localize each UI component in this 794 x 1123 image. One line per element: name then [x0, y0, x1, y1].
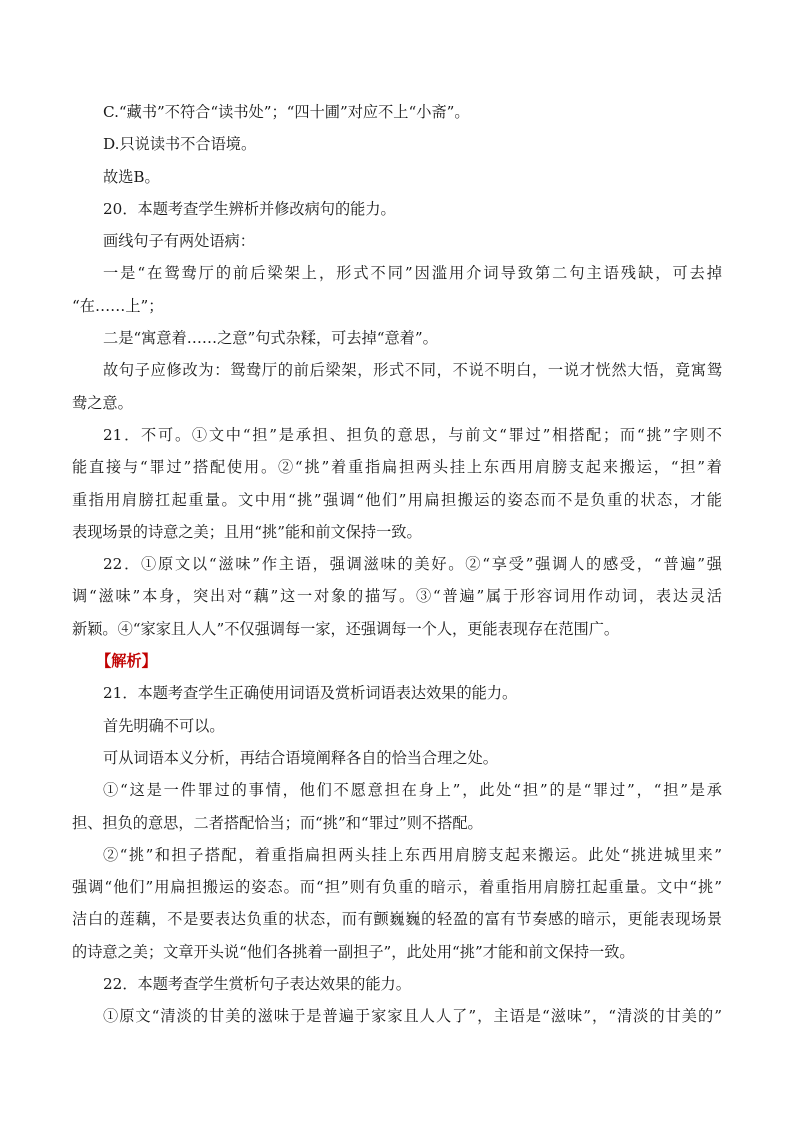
text-line: ①原文“清淡的甘美的滋味于是普遍于家家且人人了”，主语是“滋味”，“清淡的甘美的” — [103, 1007, 722, 1026]
answer-22: 22．①原文以“滋味”作主语，强调滋味的美好。②“享受”强调人的感受，“普遍”强 — [103, 555, 722, 574]
text-line: 一是“在鸳鸯厅的前后梁架上，形式不同”因滥用介词导致第二句主语残缺，可去掉 — [103, 264, 722, 283]
text-line: ②“挑”和担子搭配，着重指扁担两头挂上东西用肩膀支起来搬运。此处“挑进城里来” — [103, 845, 722, 864]
analysis-22-heading: 22．本题考查学生赏析句子表达效果的能力。 — [103, 975, 411, 994]
text-line: D.只说读书不合语境。 — [103, 135, 257, 154]
text-line: 可从词语本义分析，再结合语境阐释各自的恰当合理之处。 — [103, 748, 498, 767]
text-line: 新颖。④“家家且人人”不仅强调每一家，还强调每一个人，更能表现存在范围广。 — [72, 619, 620, 638]
text-line: 洁白的莲藕，不是要表达负重的状态，而有颤巍巍的轻盈的富有节奏感的暗示，更能表现场景 — [72, 910, 722, 929]
text-line: C.“藏书”不符合“读书处”；“四十圃”对应不上“小斋”。 — [103, 103, 470, 121]
question-20-heading: 20．本题考查学生辨析并修改病句的能力。 — [103, 199, 396, 218]
text-line: 调“滋味”本身，突出对“藕”这一对象的描写。③“普遍”属于形容词用作动词，表达灵活 — [72, 587, 722, 606]
text-line: 鸯之意。 — [72, 393, 133, 412]
answer-content — [72, 96, 722, 1033]
text-line: 故句子应修改为：鸳鸯厅的前后梁架，形式不同，不说不明白，一说才恍然大悟，竟寓鸳 — [103, 361, 722, 380]
text-line: “在……上”； — [72, 296, 164, 315]
text-line: 的诗意之美；文章开头说“他们各挑着一副担子”，此处用“挑”才能和前文保持一致。 — [72, 942, 635, 961]
text-line: 故选B。 — [103, 167, 160, 186]
header-rule — [72, 74, 722, 75]
text-line: 强调“他们”用扁担搬运的姿态。而“担”则有负重的暗示，着重指用肩膀扛起重量。文中“挑” — [72, 878, 722, 897]
text-line: 表现场景的诗意之美；且用“挑”能和前文保持一致。 — [72, 522, 422, 541]
text-line: 首先明确不可以。 — [103, 716, 225, 735]
text-line: ①“这是一件罪过的事情，他们不愿意担在身上”，此处“担”的是“罪过”，“担”是承 — [103, 781, 722, 800]
text-line: 重指用肩膀扛起重量。文中用“挑”强调“他们”用扁担搬运的姿态而不是负重的状态，才能 — [72, 490, 722, 509]
text-line: 二是“寓意着……之意”句式杂糅，可去掉“意着”。 — [103, 329, 438, 348]
analysis-21-heading: 21．本题考查学生正确使用词语及赏析词语表达效果的能力。 — [103, 684, 518, 703]
answer-21: 21．不可。①文中“担”是承担、担负的意思，与前文“罪过”相搭配；而“挑”字则不 — [103, 425, 722, 444]
text-line: 能直接与“罪过”搭配使用。②“挑”着重指扁担两头挂上东西用肩膀支起来搬运，“担”着 — [72, 458, 722, 477]
analysis-heading: 【解析】 — [96, 652, 157, 671]
text-line: 担、担负的意思，二者搭配恰当；而“挑”和“罪过”则不搭配。 — [72, 813, 483, 832]
text-line: 画线句子有两处语病： — [103, 232, 255, 251]
